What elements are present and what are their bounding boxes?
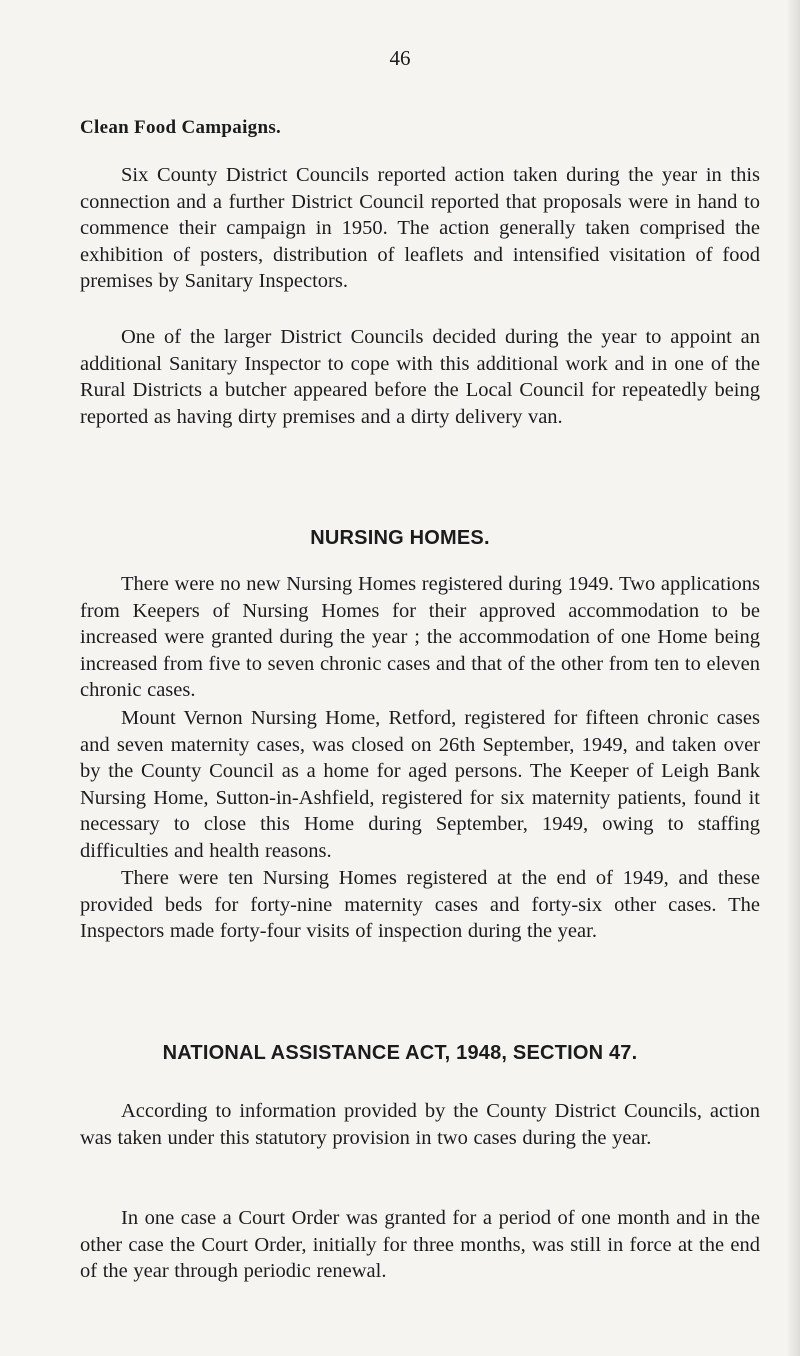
page-number: 46: [389, 46, 411, 70]
nursing-homes-paragraph-3: There were ten Nursing Homes registered at the end of 1949, and these provided beds for forty-nine maternity cases and forty-six other cases. The Inspectors made forty-four visits of inspection during the year.: [80, 867, 760, 943]
national-assistance-paragraph-1: According to information provided by the County District Councils, action was taken under this statutory provision in two cases during the year.: [80, 1100, 760, 1149]
national-assistance-heading: NATIONAL ASSISTANCE ACT, 1948, SECTION 47.: [162, 1042, 638, 1064]
clean-food-paragraph-2: One of the larger District Councils decided during the year to appoint an additional Sanitary Inspector to cope with this additional work and in one of the Rural Districts a butcher appeared before the Local Council for repeatedly being reported as having dirty premises and a dirty delivery van.: [80, 326, 760, 428]
nursing-homes-heading: NURSING HOMES.: [310, 527, 490, 549]
nursing-homes-paragraph-1: There were no new Nursing Homes registered during 1949. Two applications from Keepers of Nursing Homes for their approved accommodation to be increased were granted during the year ; the accommodation of one Home being increased from five to seven chronic cases and that of the other from ten to eleven chronic cases.: [80, 573, 760, 702]
page-edge-shadow: [786, 0, 800, 1356]
clean-food-paragraph-1: Six County District Councils reported action taken during the year in this connection and a further District Council reported that proposals were in hand to commence their campaign in 1950. The action generally taken comprised the exhibition of posters, distribution of leaflets and intensified visitation of food premises by Sanitary Inspectors.: [80, 164, 760, 293]
nursing-homes-paragraph-2: Mount Vernon Nursing Home, Retford, registered for fifteen chronic cases and seven maternity cases, was closed on 26th September, 1949, and taken over by the County Council as a home for aged persons. The Keeper of Leigh Bank Nursing Home, Sutton-in-Ashfield, registered for six maternity patients, found it necessary to close this Home during September, 1949, owing to staffing difficulties and health reasons.: [80, 707, 760, 862]
clean-food-heading: Clean Food Campaigns.: [80, 117, 282, 138]
national-assistance-paragraph-2: In one case a Court Order was granted for a period of one month and in the other case the Court Order, initially for three months, was still in force at the end of the year through periodic renewal.: [80, 1207, 760, 1283]
